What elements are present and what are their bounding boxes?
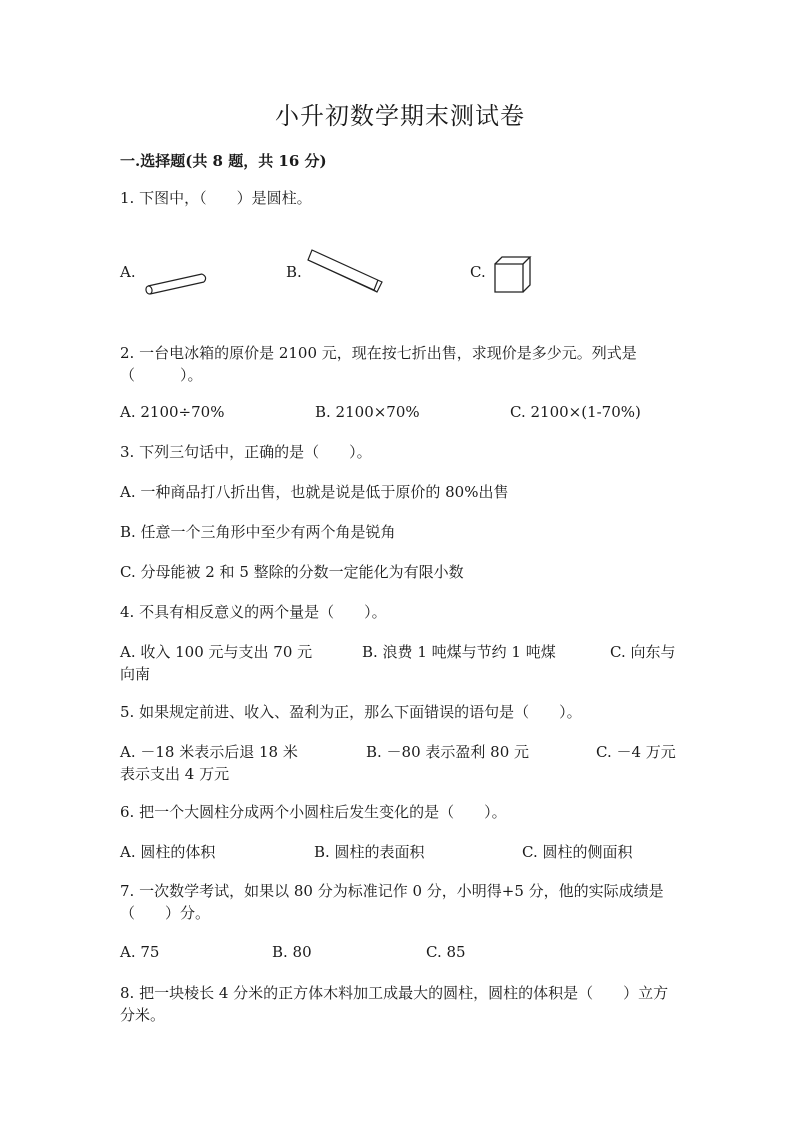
question-2-option-b: B. 2100×70% [315,403,420,421]
question-7-option-b: B. 80 [272,943,312,961]
question-6-option-b: B. 圆柱的表面积 [314,843,425,861]
question-4-option-c: C. 向东与 [610,643,676,661]
question-2-option-c: C. 2100×(1-70%) [510,403,641,421]
question-5-option-a: A. －18 米表示后退 18 米 [120,743,298,761]
question-4-option-c-continued: 向南 [120,665,151,683]
rectangular-bar-icon [302,246,384,296]
question-5-option-c: C. －4 万元 [596,743,676,761]
page-title: 小升初数学期末测试卷 [275,102,525,130]
question-3-option-a: A. 一种商品打八折出售，也就是说是低于原价的 80%出售 [120,483,509,501]
question-1-option-a: A. [120,263,136,281]
question-3-option-b: B. 任意一个三角形中至少有两个角是锐角 [120,523,396,541]
section-heading: 一.选择题(共 8 题，共 16 分) [120,152,327,170]
question-3-option-c: C. 分母能被 2 和 5 整除的分数一定能化为有限小数 [120,563,464,581]
question-4-stem: 4. 不具有相反意义的两个量是（ ）。 [120,603,387,621]
cube-icon [492,254,534,296]
question-5-option-b: B. －80 表示盈利 80 元 [366,743,530,761]
question-2-stem: 2. 一台电冰箱的原价是 2100 元，现在按七折出售，求现价是多少元。列式是（ ）。 [120,344,637,384]
question-5-stem: 5. 如果规定前进、收入、盈利为正，那么下面错误的语句是（ ）。 [120,703,582,721]
question-7-stem: 7. 一次数学考试，如果以 80 分为标准记作 0 分，小明得+5 分，他的实际成绩是（ ）分。 [120,882,664,922]
question-1-option-c: C. [470,263,486,281]
question-8-stem: 8. 把一块棱长 4 分米的正方体木料加工成最大的圆柱，圆柱的体积是（ ）立方分米。 [120,984,669,1024]
question-2-option-a: A. 2100÷70% [120,403,225,421]
question-6-stem: 6. 把一个大圆柱分成两个小圆柱后发生变化的是（ ）。 [120,803,507,821]
question-4-option-a: A. 收入 100 元与支出 70 元 [120,643,313,661]
question-4-option-b: B. 浪费 1 吨煤与节约 1 吨煤 [362,643,556,661]
thin-cylinder-rod-icon [142,268,210,298]
question-1-option-b: B. [286,263,302,281]
question-6-option-c: C. 圆柱的侧面积 [522,843,633,861]
question-7-option-c: C. 85 [426,943,466,961]
question-3-stem: 3. 下列三句话中，正确的是（ ）。 [120,443,372,461]
question-6-option-a: A. 圆柱的体积 [120,843,216,861]
question-1-stem: 1. 下图中，（ ）是圆柱。 [120,189,312,207]
question-7-option-a: A. 75 [120,943,160,961]
question-5-option-c-continued: 表示支出 4 万元 [120,765,230,783]
